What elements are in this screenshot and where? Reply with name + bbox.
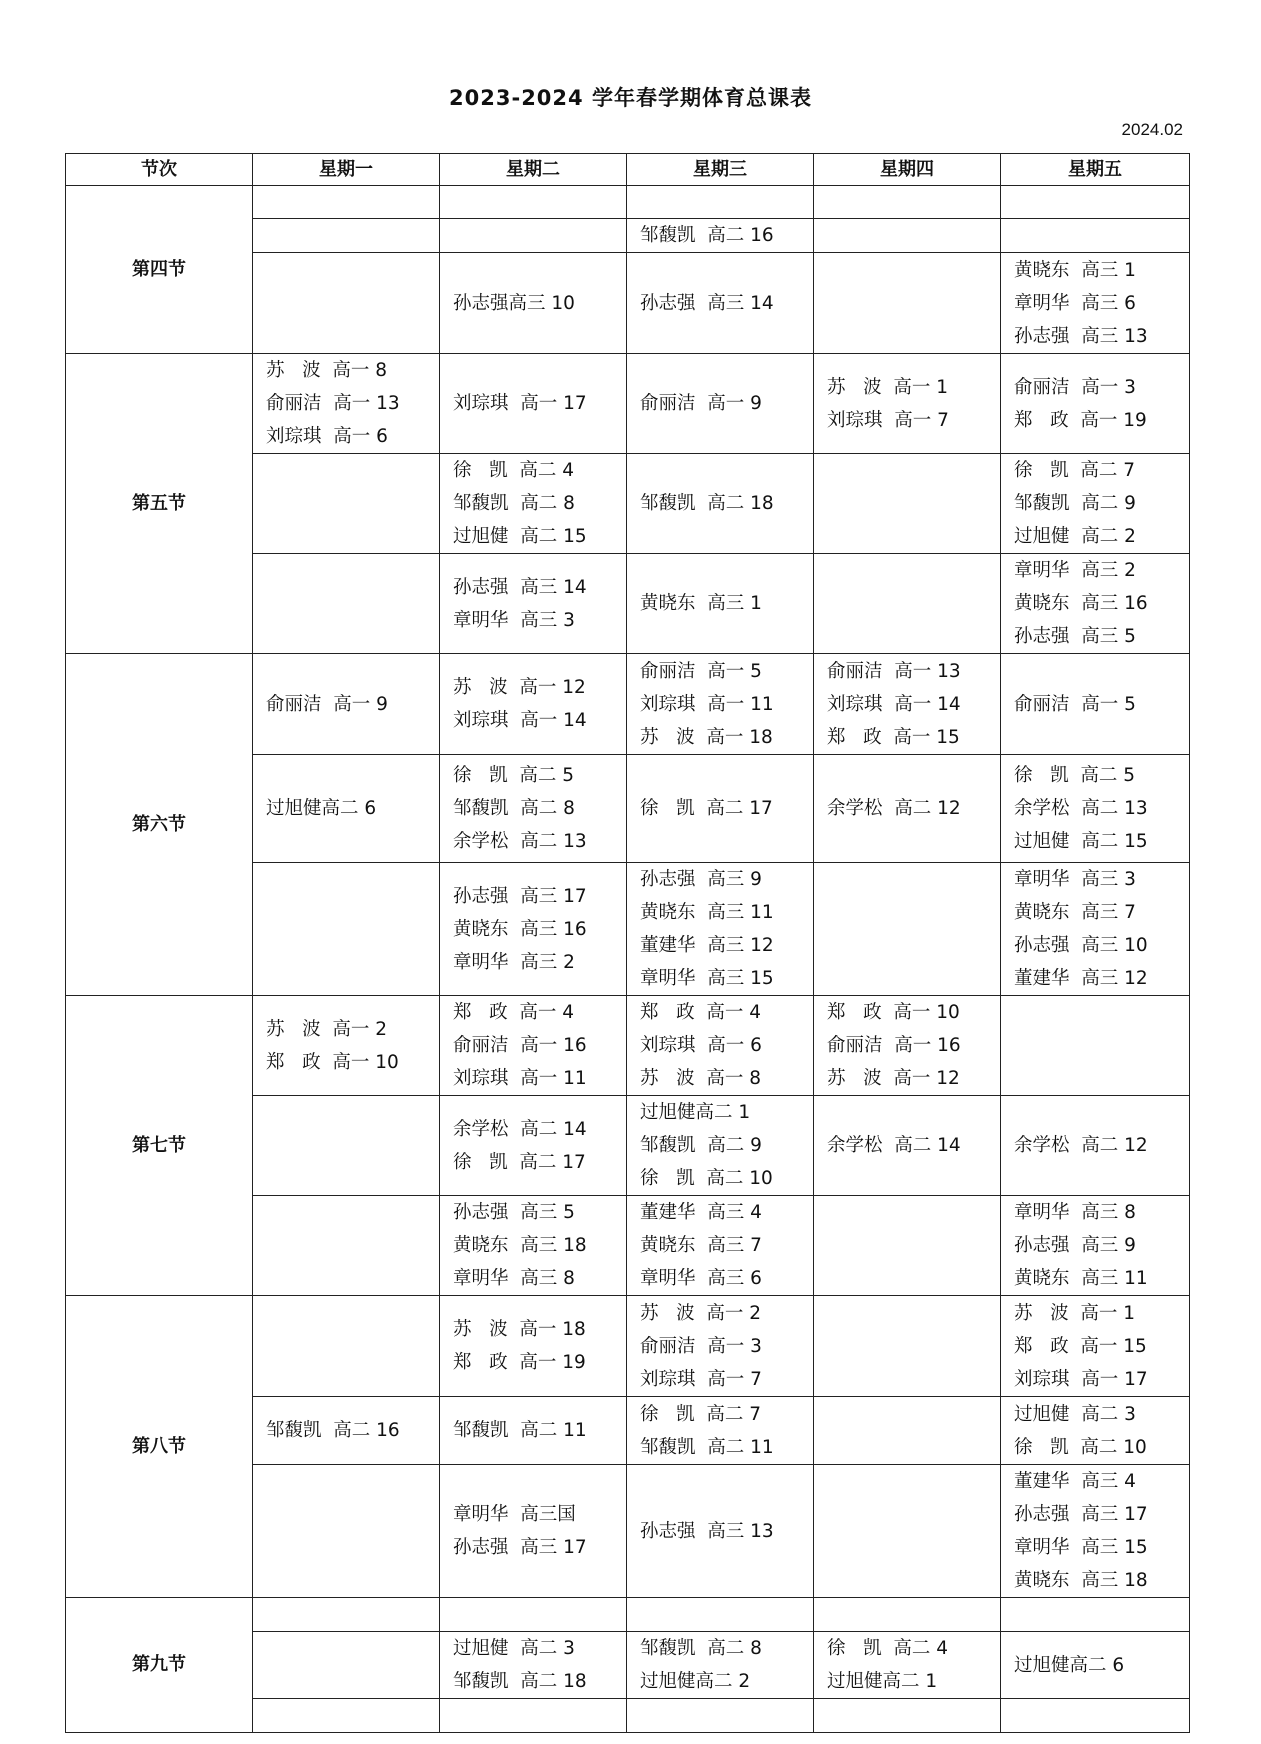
class-entry: 刘琮琪 高一 6 xyxy=(266,426,388,447)
class-entry: 郑 政 高一 19 xyxy=(1014,409,1147,431)
schedule-row xyxy=(66,1598,1190,1632)
class-entry: 邹馥凯 高二 11 xyxy=(453,1420,587,1441)
cell-monday xyxy=(253,1465,440,1598)
class-entry: 俞丽洁 高一 9 xyxy=(266,693,388,715)
cell-thursday xyxy=(814,654,1001,755)
cell-thursday xyxy=(814,1096,1001,1196)
class-entry: 过旭健 高二 2 xyxy=(1014,526,1136,547)
class-entry: 邹馥凯 高二 11 xyxy=(640,1436,774,1458)
class-entry: 黄晓东 高三 18 xyxy=(1014,1570,1148,1591)
class-entry: 孙志强 高三 9 xyxy=(1014,1235,1136,1256)
cell-wednesday xyxy=(627,554,814,654)
class-entry: 过旭健高二 6 xyxy=(266,798,377,819)
cell-friday xyxy=(1001,454,1190,554)
class-entry: 刘琮琪 高一 6 xyxy=(640,1035,762,1056)
cell-monday xyxy=(253,1397,440,1465)
cell-monday xyxy=(253,1196,440,1296)
class-entry: 黄晓东 高三 16 xyxy=(453,918,587,940)
class-entry: 刘琮琪 高一 14 xyxy=(827,693,961,715)
cell-wednesday xyxy=(627,186,814,219)
cell-wednesday xyxy=(627,755,814,863)
cell-wednesday xyxy=(627,654,814,755)
class-entry: 俞丽洁 高一 3 xyxy=(640,1335,762,1357)
class-entry: 郑 政 高一 15 xyxy=(1014,1335,1147,1357)
cell-monday xyxy=(253,654,440,755)
class-entry: 邹馥凯 高二 16 xyxy=(266,1420,400,1441)
period-label: 第八节 xyxy=(66,1296,253,1598)
cell-monday xyxy=(253,186,440,219)
class-entry: 徐 凯 高二 17 xyxy=(640,798,773,819)
class-entry: 刘琮琪 高一 11 xyxy=(640,693,774,715)
cell-tuesday xyxy=(440,996,627,1096)
cell-tuesday xyxy=(440,1598,627,1632)
cell-friday xyxy=(1001,1296,1190,1397)
cell-friday xyxy=(1001,1632,1190,1699)
cell-tuesday xyxy=(440,253,627,354)
class-entry: 余学松 高二 12 xyxy=(1014,1135,1148,1156)
class-entry: 刘琮琪 高一 17 xyxy=(1014,1368,1148,1390)
class-entry: 郑 政 高一 4 xyxy=(640,1002,762,1023)
class-entry: 过旭健高二 1 xyxy=(640,1102,751,1123)
header-wednesday: 星期三 xyxy=(627,154,814,186)
class-entry: 黄晓东 高三 18 xyxy=(453,1235,587,1256)
cell-wednesday xyxy=(627,1296,814,1397)
cell-monday xyxy=(253,253,440,354)
cell-friday xyxy=(1001,219,1190,253)
header-thursday: 星期四 xyxy=(814,154,1001,186)
class-entry: 苏 波 高一 12 xyxy=(453,677,586,698)
class-entry: 刘琮琪 高一 7 xyxy=(640,1368,762,1390)
period-label: 第七节 xyxy=(66,996,253,1296)
cell-wednesday xyxy=(627,863,814,996)
class-entry: 章明华 高三 15 xyxy=(1014,1537,1148,1558)
cell-monday xyxy=(253,755,440,863)
class-entry: 俞丽洁 高一 13 xyxy=(827,660,961,682)
class-entry: 徐 凯 高二 4 xyxy=(827,1638,949,1659)
cell-monday xyxy=(253,1296,440,1397)
cell-wednesday xyxy=(627,1699,814,1733)
class-entry: 章明华 高三 8 xyxy=(453,1268,575,1289)
cell-thursday xyxy=(814,186,1001,219)
class-entry: 邹馥凯 高二 8 xyxy=(453,798,575,819)
class-entry: 余学松 高二 12 xyxy=(827,798,961,819)
class-entry: 余学松 高二 13 xyxy=(453,831,587,852)
class-entry: 邹馥凯 高二 9 xyxy=(640,1135,762,1156)
cell-tuesday xyxy=(440,1465,627,1598)
cell-wednesday xyxy=(627,1598,814,1632)
class-entry: 章明华 高三 2 xyxy=(453,951,575,973)
class-entry: 徐 凯 高二 5 xyxy=(453,765,575,786)
class-entry: 苏 波 高一 1 xyxy=(827,376,949,398)
date-label: 2024.02 xyxy=(1121,120,1183,139)
class-entry: 余学松 高二 14 xyxy=(827,1135,961,1156)
class-entry: 过旭健高二 1 xyxy=(827,1671,938,1692)
cell-tuesday xyxy=(440,863,627,996)
cell-thursday xyxy=(814,1296,1001,1397)
cell-tuesday xyxy=(440,1296,627,1397)
class-entry: 苏 波 高一 8 xyxy=(266,360,388,381)
class-entry: 章明华 高三 3 xyxy=(1014,869,1136,890)
class-entry: 徐 凯 高二 5 xyxy=(1014,765,1136,786)
schedule-row xyxy=(66,354,1190,454)
cell-monday xyxy=(253,996,440,1096)
class-entry: 孙志强 高三 17 xyxy=(453,1537,587,1558)
class-entry: 俞丽洁 高一 16 xyxy=(453,1035,587,1056)
schedule-row xyxy=(66,654,1190,755)
schedule-body xyxy=(66,186,1190,1733)
class-entry: 邹馥凯 高二 16 xyxy=(640,225,774,246)
cell-monday xyxy=(253,1096,440,1196)
cell-friday xyxy=(1001,1598,1190,1632)
header-monday: 星期一 xyxy=(253,154,440,186)
cell-thursday xyxy=(814,454,1001,554)
cell-tuesday xyxy=(440,219,627,253)
cell-thursday xyxy=(814,1196,1001,1296)
cell-tuesday xyxy=(440,1096,627,1196)
class-entry: 章明华 高三 15 xyxy=(640,968,774,989)
cell-friday xyxy=(1001,755,1190,863)
class-entry: 章明华 高三 6 xyxy=(640,1268,762,1289)
header-tuesday: 星期二 xyxy=(440,154,627,186)
class-entry: 俞丽洁 高一 5 xyxy=(1014,693,1136,715)
class-entry: 邹馥凯 高二 8 xyxy=(453,493,575,514)
header-row xyxy=(66,154,1190,186)
cell-thursday xyxy=(814,1632,1001,1699)
class-entry: 黄晓东 高三 11 xyxy=(1014,1268,1148,1289)
cell-monday xyxy=(253,454,440,554)
class-entry: 苏 波 高一 18 xyxy=(640,726,773,748)
class-entry: 章明华 高三 2 xyxy=(1014,560,1136,581)
period-label: 第五节 xyxy=(66,354,253,654)
class-entry: 邹馥凯 高二 9 xyxy=(1014,493,1136,514)
class-entry: 徐 凯 高二 17 xyxy=(453,1151,586,1173)
class-entry: 过旭健 高二 15 xyxy=(453,526,587,547)
cell-tuesday xyxy=(440,454,627,554)
cell-monday xyxy=(253,219,440,253)
schedule-table xyxy=(65,153,1190,1733)
cell-friday xyxy=(1001,354,1190,454)
class-entry: 俞丽洁 高一 13 xyxy=(266,393,400,414)
cell-wednesday xyxy=(627,1196,814,1296)
class-entry: 徐 凯 高二 10 xyxy=(1014,1436,1147,1458)
header-friday: 星期五 xyxy=(1001,154,1190,186)
class-entry: 孙志强 高三 14 xyxy=(640,292,774,314)
class-entry: 苏 波 高一 1 xyxy=(1014,1302,1136,1324)
cell-thursday xyxy=(814,219,1001,253)
class-entry: 孙志强 高三 5 xyxy=(453,1202,575,1223)
class-entry: 董建华 高三 12 xyxy=(640,935,774,956)
class-entry: 刘琮琪 高一 14 xyxy=(453,710,587,731)
cell-monday xyxy=(253,354,440,454)
cell-thursday xyxy=(814,253,1001,354)
cell-wednesday xyxy=(627,253,814,354)
class-entry: 孙志强 高三 9 xyxy=(640,869,762,890)
cell-wednesday xyxy=(627,454,814,554)
cell-thursday xyxy=(814,1598,1001,1632)
class-entry: 徐 凯 高二 7 xyxy=(1014,460,1136,481)
cell-tuesday xyxy=(440,186,627,219)
class-entry: 黄晓东 高三 1 xyxy=(1014,259,1136,281)
cell-thursday xyxy=(814,996,1001,1096)
class-entry: 郑 政 高一 4 xyxy=(453,1002,575,1023)
cell-monday xyxy=(253,863,440,996)
class-entry: 孙志强 高三 13 xyxy=(640,1520,774,1542)
cell-wednesday xyxy=(627,354,814,454)
class-entry: 黄晓东 高三 7 xyxy=(640,1235,762,1256)
cell-friday xyxy=(1001,1196,1190,1296)
cell-thursday xyxy=(814,1699,1001,1733)
class-entry: 郑 政 高一 15 xyxy=(827,726,960,748)
cell-tuesday xyxy=(440,1196,627,1296)
class-entry: 苏 波 高一 2 xyxy=(266,1018,388,1040)
cell-friday xyxy=(1001,253,1190,354)
class-entry: 孙志强 高三 17 xyxy=(453,885,587,907)
class-entry: 俞丽洁 高一 9 xyxy=(640,393,762,414)
cell-wednesday xyxy=(627,996,814,1096)
cell-friday xyxy=(1001,186,1190,219)
cell-friday xyxy=(1001,996,1190,1096)
class-entry: 过旭健高二 2 xyxy=(640,1671,751,1692)
class-entry: 孙志强高三 10 xyxy=(453,292,575,314)
class-entry: 徐 凯 高二 10 xyxy=(640,1168,773,1189)
class-entry: 余学松 高二 13 xyxy=(1014,798,1148,819)
cell-tuesday xyxy=(440,1699,627,1733)
cell-tuesday xyxy=(440,1632,627,1699)
class-entry: 郑 政 高一 19 xyxy=(453,1352,586,1373)
period-label: 第六节 xyxy=(66,654,253,996)
class-entry: 俞丽洁 高一 5 xyxy=(640,660,762,682)
class-entry: 俞丽洁 高一 16 xyxy=(827,1035,961,1056)
class-entry: 章明华 高三 8 xyxy=(1014,1202,1136,1223)
class-entry: 苏 波 高一 8 xyxy=(640,1068,762,1089)
class-entry: 刘琮琪 高一 7 xyxy=(827,409,949,431)
class-entry: 邹馥凯 高二 8 xyxy=(640,1638,762,1659)
period-label: 第九节 xyxy=(66,1598,253,1733)
class-entry: 董建华 高三 4 xyxy=(640,1202,762,1223)
cell-wednesday xyxy=(627,1096,814,1196)
cell-thursday xyxy=(814,1465,1001,1598)
class-entry: 余学松 高二 14 xyxy=(453,1118,587,1140)
cell-thursday xyxy=(814,354,1001,454)
cell-friday xyxy=(1001,1465,1190,1598)
schedule-row xyxy=(66,996,1190,1096)
class-entry: 邹馥凯 高二 18 xyxy=(453,1671,587,1692)
cell-monday xyxy=(253,554,440,654)
class-entry: 徐 凯 高二 7 xyxy=(640,1403,762,1425)
class-entry: 郑 政 高一 10 xyxy=(827,1002,960,1023)
cell-thursday xyxy=(814,1397,1001,1465)
class-entry: 俞丽洁 高一 3 xyxy=(1014,376,1136,398)
cell-monday xyxy=(253,1699,440,1733)
class-entry: 过旭健高二 6 xyxy=(1014,1654,1125,1676)
cell-tuesday xyxy=(440,755,627,863)
schedule-row xyxy=(66,1296,1190,1397)
cell-friday xyxy=(1001,654,1190,755)
class-entry: 孙志强 高三 17 xyxy=(1014,1504,1148,1525)
class-entry: 黄晓东 高三 16 xyxy=(1014,593,1148,614)
class-entry: 徐 凯 高二 4 xyxy=(453,460,575,481)
page-title: 2023-2024 学年春学期体育总课表 xyxy=(449,86,812,110)
cell-tuesday xyxy=(440,354,627,454)
cell-monday xyxy=(253,1598,440,1632)
cell-friday xyxy=(1001,1096,1190,1196)
cell-friday xyxy=(1001,863,1190,996)
class-entry: 章明华 高三 6 xyxy=(1014,292,1136,314)
cell-friday xyxy=(1001,1397,1190,1465)
class-entry: 过旭健 高二 3 xyxy=(1014,1403,1136,1425)
class-entry: 黄晓东 高三 11 xyxy=(640,902,774,923)
class-entry: 章明华 高三国 xyxy=(453,1504,576,1525)
cell-thursday xyxy=(814,755,1001,863)
header-period: 节次 xyxy=(66,154,253,186)
class-entry: 郑 政 高一 10 xyxy=(266,1051,399,1073)
class-entry: 刘琮琪 高一 17 xyxy=(453,393,587,414)
class-entry: 董建华 高三 12 xyxy=(1014,968,1148,989)
class-entry: 过旭健 高二 15 xyxy=(1014,831,1148,852)
cell-tuesday xyxy=(440,654,627,755)
cell-tuesday xyxy=(440,554,627,654)
class-entry: 孙志强 高三 5 xyxy=(1014,626,1136,647)
class-entry: 黄晓东 高三 1 xyxy=(640,593,762,614)
cell-thursday xyxy=(814,863,1001,996)
cell-thursday xyxy=(814,554,1001,654)
cell-tuesday xyxy=(440,1397,627,1465)
cell-wednesday xyxy=(627,1465,814,1598)
class-entry: 孙志强 高三 14 xyxy=(453,576,587,598)
class-entry: 苏 波 高一 2 xyxy=(640,1302,762,1324)
class-entry: 章明华 高三 3 xyxy=(453,609,575,631)
class-entry: 苏 波 高一 18 xyxy=(453,1319,586,1340)
cell-friday xyxy=(1001,554,1190,654)
class-entry: 孙志强 高三 13 xyxy=(1014,325,1148,347)
cell-wednesday xyxy=(627,1397,814,1465)
class-entry: 刘琮琪 高一 11 xyxy=(453,1068,587,1089)
cell-monday xyxy=(253,1632,440,1699)
period-label: 第四节 xyxy=(66,186,253,354)
class-entry: 孙志强 高三 10 xyxy=(1014,935,1148,956)
schedule-row xyxy=(66,186,1190,219)
class-entry: 黄晓东 高三 7 xyxy=(1014,902,1136,923)
cell-wednesday xyxy=(627,219,814,253)
class-entry: 董建华 高三 4 xyxy=(1014,1471,1136,1492)
class-entry: 苏 波 高一 12 xyxy=(827,1068,960,1089)
cell-wednesday xyxy=(627,1632,814,1699)
class-entry: 过旭健 高二 3 xyxy=(453,1638,575,1659)
cell-friday xyxy=(1001,1699,1190,1733)
class-entry: 邹馥凯 高二 18 xyxy=(640,493,774,514)
